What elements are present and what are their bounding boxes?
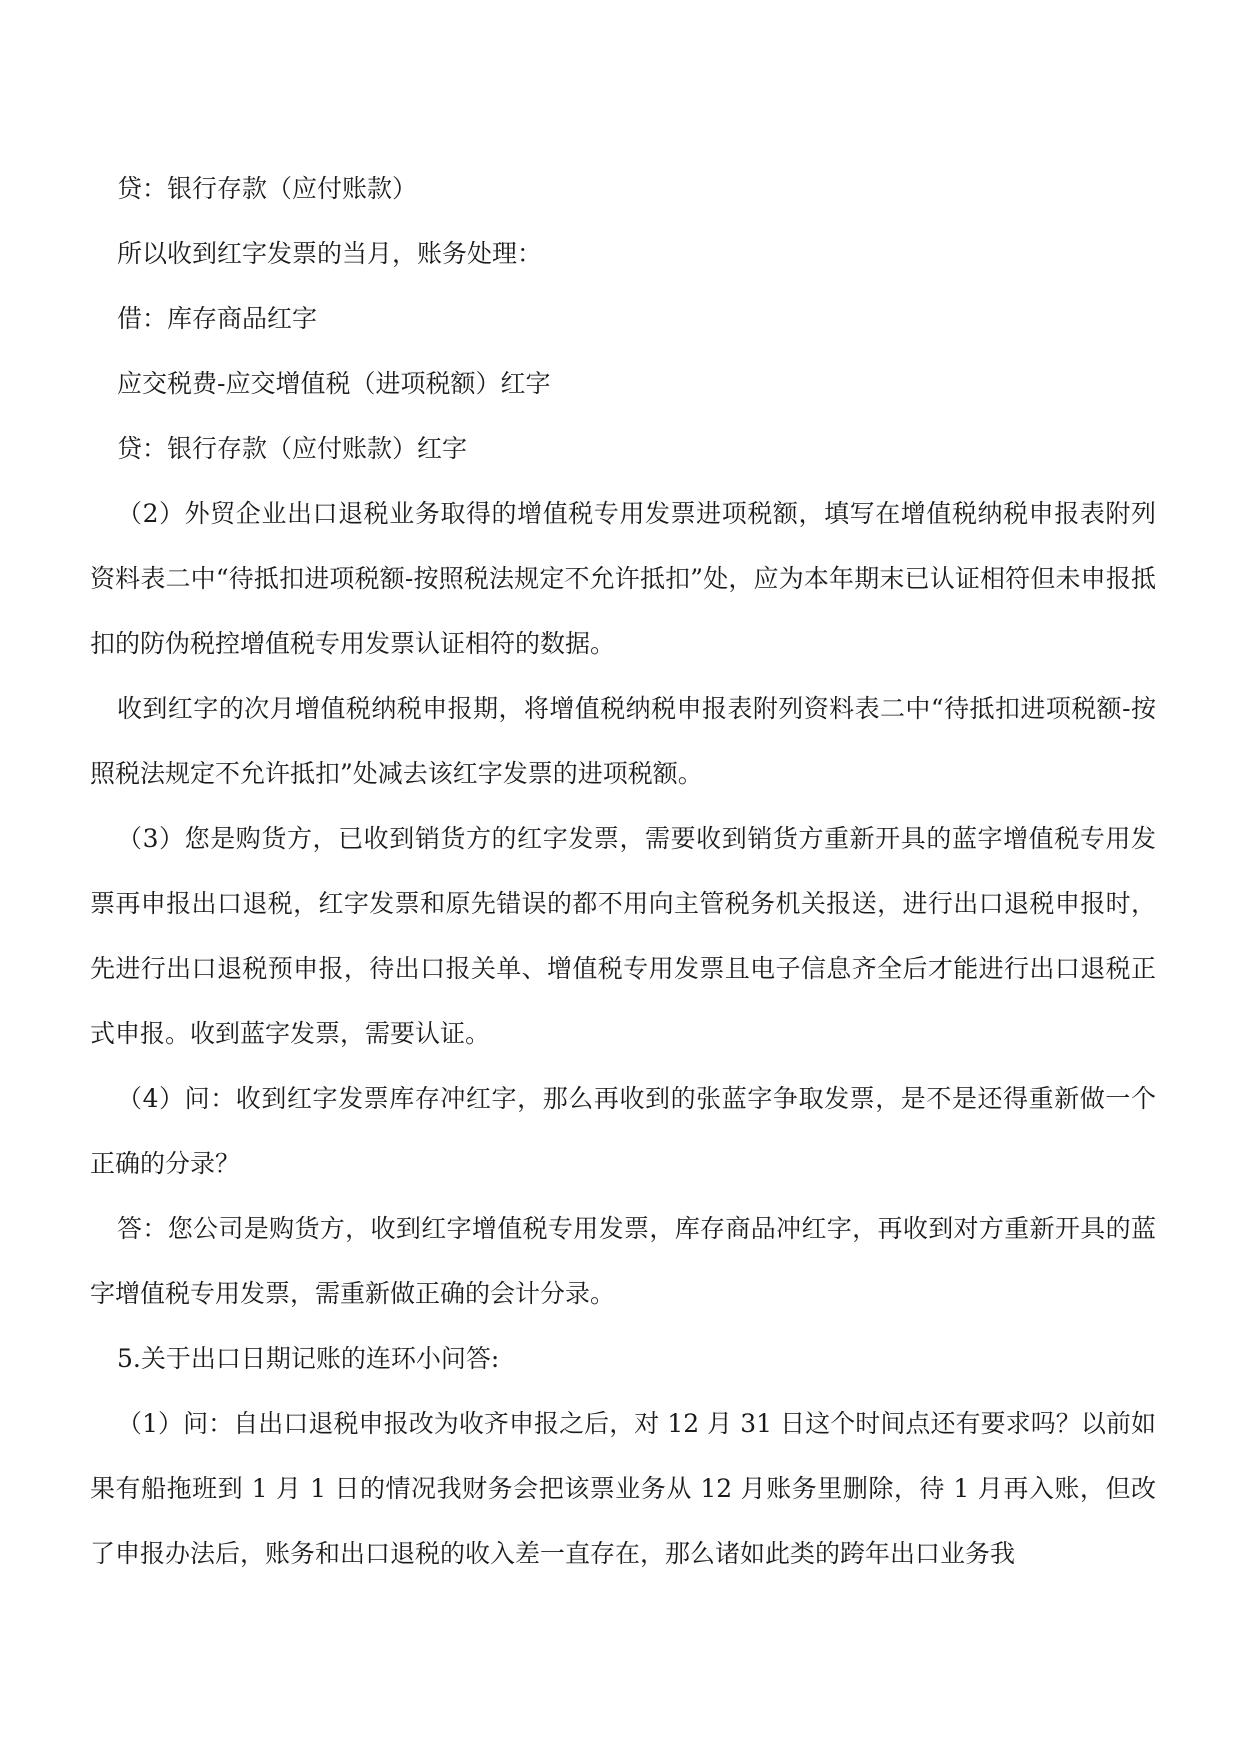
paragraph-next-month-filing: 收到红字的次月增值税纳税申报期，将增值税纳税申报表附列资料表二中“待抵扣进项税额-按照税法规定不允许抵扣”处减去该红字发票的进项税额。	[90, 694, 1156, 788]
paragraph-debit-inventory-red: 借：库存商品红字	[117, 304, 318, 333]
paragraph-credit-bank-deposit-red: 贷：银行存款（应付账款）红字	[117, 434, 468, 463]
paragraph-section-5-item-1: （1）问：自出口退税申报改为收齐申报之后，对 12 月 31 日这个时间点还有要求吗？以前如果有船拖班到 1 月 1 日的情况我财务会把该票业务从 12 月账务里删除，待 1 月再入账，但改了申报办法后，账务和出口退税的收入差一直存在，那么诸如此类的跨年出口业务我	[90, 1409, 1156, 1568]
paragraph-credit-bank-deposit: 贷：银行存款（应付账款）	[117, 174, 418, 203]
paragraph-month-accounting-intro: 所以收到红字发票的当月，账务处理：	[117, 239, 543, 268]
paragraph-item-3: （3）您是购货方，已收到销货方的红字发票，需要收到销货方重新开具的蓝字增值税专用发票再申报出口退税，红字发票和原先错误的都不用向主管税务机关报送，进行出口退税申报时，先进行出口退税预申报，待出口报关单、增值税专用发票且电子信息齐全后才能进行出口退税正式申报。收到蓝字发票，需要认证。	[90, 824, 1156, 1048]
section-heading-5: 5.关于出口日期记账的连环小问答:	[117, 1344, 500, 1373]
paragraph-item-4-question: （4）问：收到红字发票库存冲红字，那么再收到的张蓝字争取发票，是不是还得重新做一个正确的分录？	[90, 1084, 1156, 1178]
document-body	[90, 156, 1156, 1586]
paragraph-tax-payable-red: 应交税费-应交增值税（进项税额）红字	[117, 369, 551, 398]
paragraph-item-2: （2）外贸企业出口退税业务取得的增值税专用发票进项税额，填写在增值税纳税申报表附列资料表二中“待抵扣进项税额-按照税法规定不允许抵扣”处，应为本年期末已认证相符但未申报抵扣的防伪税控增值税专用发票认证相符的数据。	[90, 499, 1156, 658]
paragraph-item-4-answer: 答：您公司是购货方，收到红字增值税专用发票，库存商品冲红字，再收到对方重新开具的蓝字增值税专用发票，需重新做正确的会计分录。	[90, 1214, 1156, 1308]
